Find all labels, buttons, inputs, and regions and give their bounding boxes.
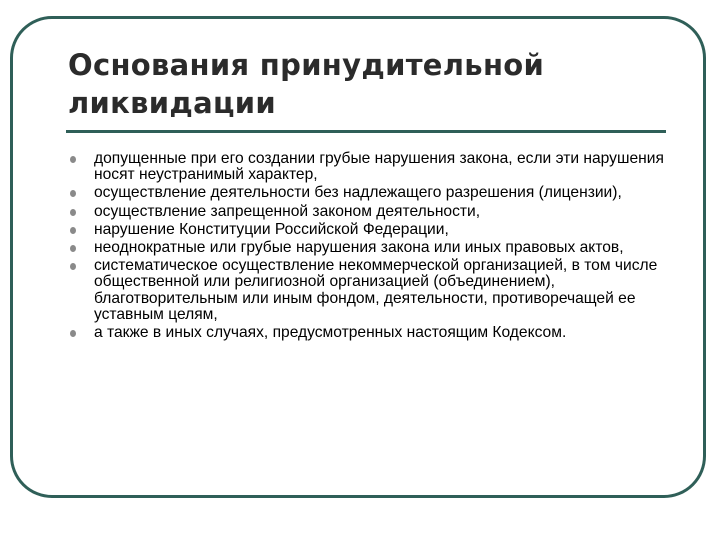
- bullet-icon: [70, 209, 76, 216]
- list-item: [70, 240, 670, 256]
- bullet-icon: [70, 190, 76, 197]
- bullet-icon: [70, 156, 76, 163]
- bullet-icon: [70, 263, 76, 270]
- list-item-text: а также в иных случаях, предусмотренных настоящим Кодексом.: [94, 324, 567, 342]
- bullet-icon: [70, 245, 76, 252]
- list-item-text: осуществление запрещенной законом деятельности,: [94, 202, 481, 220]
- list-item: [70, 185, 670, 201]
- list-item: [70, 151, 670, 183]
- list-item: [70, 258, 670, 323]
- list-item: [70, 204, 670, 220]
- list-item-text: неоднократные или грубые нарушения закона или иных правовых актов,: [94, 239, 624, 257]
- list-item: [70, 325, 670, 341]
- list-item-text: систематическое осуществление некоммерческой организацией, в том числе общественной или религиозной организацией (объединением), благотворительным или иным фондом, деятельности, противоречащей ее уставным целям,: [94, 257, 658, 323]
- bullet-list: [70, 151, 670, 343]
- title-underline: [66, 130, 666, 133]
- list-item-text: осуществление деятельности без надлежащего разрешения (лицензии),: [94, 184, 622, 202]
- bullet-icon: [70, 330, 76, 337]
- slide-title: Основания принудительной ликвидации: [68, 48, 545, 120]
- list-item-text: допущенные при его создании грубые нарушения закона, если эти нарушения носят неустранимый характер,: [94, 150, 664, 184]
- list-item-text: нарушение Конституции Российской Федерации,: [94, 220, 449, 238]
- list-item: [70, 222, 670, 238]
- bullet-icon: [70, 227, 76, 234]
